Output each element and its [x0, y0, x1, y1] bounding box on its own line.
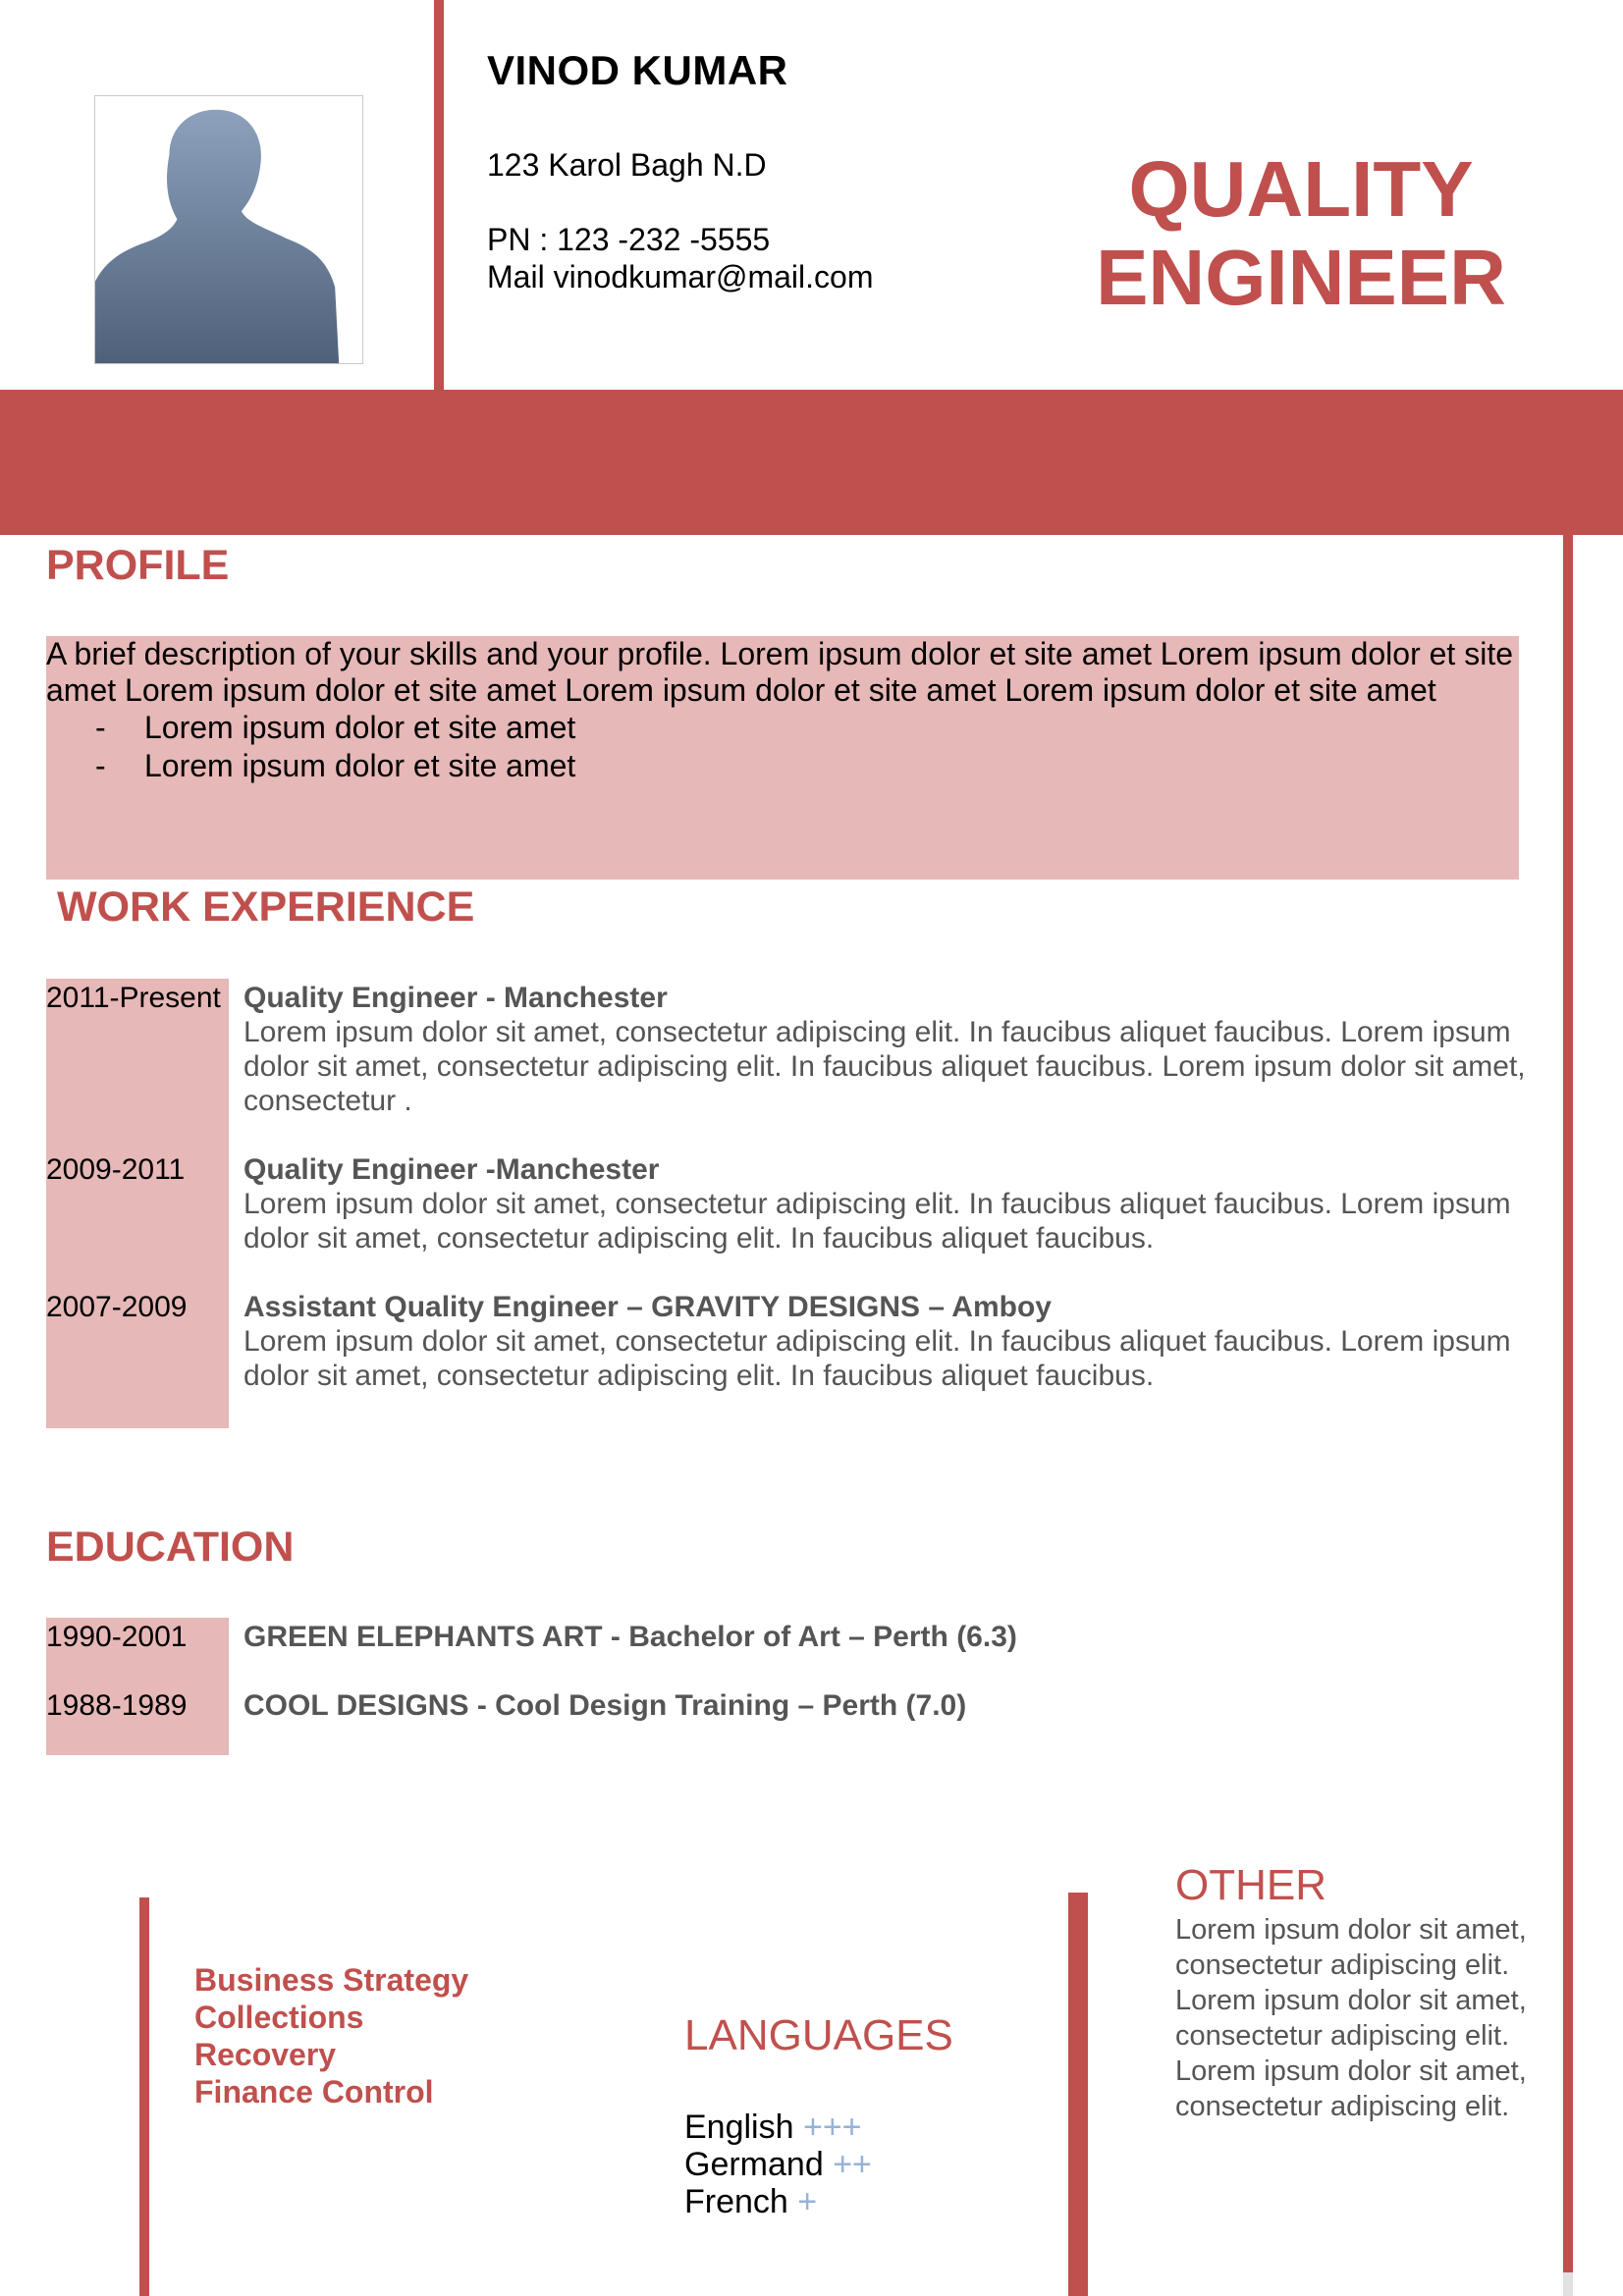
work-entry	[243, 1153, 1540, 1255]
address: 123 Karol Bagh N.D	[487, 147, 767, 183]
work-entry-title: Quality Engineer -Manchester	[243, 1153, 660, 1186]
work-entry-title: Quality Engineer - Manchester	[243, 982, 668, 1014]
work-date-column	[46, 979, 229, 1428]
phone: PN : 123 -232 -5555	[487, 222, 771, 257]
role-line-1: QUALITY	[1128, 145, 1474, 233]
other-line: consectetur adipiscing elit.	[1175, 2091, 1510, 2122]
work-date: 2011-Present	[46, 982, 221, 1014]
other-line: Lorem ipsum dolor sit amet,	[1175, 1985, 1527, 2016]
other-text	[1175, 1912, 1568, 2124]
skill-item: Recovery	[194, 2037, 337, 2072]
work-entry-title: Assistant Quality Engineer – GRAVITY DESIGNS – Amboy	[243, 1291, 1052, 1323]
profile-text: A brief description of your skills and your profile. Lorem ipsum dolor et site amet Lorem ipsum dolor et site amet Lorem ipsum dolor et site amet Lorem ipsum dolor et site amet Lorem ipsum dolor et site amet	[46, 636, 1513, 708]
skill-item: Collections	[194, 2000, 364, 2035]
skills-list	[194, 1961, 468, 2110]
language-name: English	[684, 2109, 794, 2146]
work-entry-description: Lorem ipsum dolor sit amet, consectetur adipiscing elit. In faucibus aliquet faucibus. Lorem ipsum dolor sit amet, consectetur adipiscing elit. In faucibus aliquet faucibus.	[243, 1188, 1511, 1255]
education-entry: GREEN ELEPHANTS ART - Bachelor of Art – Perth (6.3)	[243, 1621, 1017, 1653]
work-date: 2007-2009	[46, 1291, 188, 1323]
profile-bullet	[46, 747, 1519, 785]
right-border-line-shadow	[1563, 2272, 1573, 2296]
job-role-title	[1070, 145, 1532, 322]
language-name: French	[684, 2183, 788, 2220]
header-band	[0, 390, 1623, 535]
language-name: Germand	[684, 2146, 824, 2183]
work-entry	[243, 982, 1540, 1118]
education-date: 1990-2001	[46, 1621, 188, 1653]
footer-divider-right	[1068, 1893, 1088, 2296]
bullet-text: Lorem ipsum dolor et site amet	[144, 710, 576, 745]
other-line: consectetur adipiscing elit.	[1175, 1949, 1510, 1981]
person-silhouette-icon	[95, 96, 362, 363]
role-line-2: ENGINEER	[1096, 234, 1506, 321]
candidate-name: VINOD KUMAR	[487, 47, 788, 93]
profile-box	[46, 636, 1519, 880]
bullet-marker: -	[95, 748, 106, 783]
other-line: consectetur adipiscing elit.	[1175, 2020, 1510, 2052]
language-level: ++	[833, 2146, 872, 2183]
languages-heading: LANGUAGES	[684, 2011, 953, 2059]
language-level: +	[797, 2183, 818, 2220]
bullet-marker: -	[95, 710, 106, 745]
skill-item: Business Strategy	[194, 1962, 469, 1998]
languages-list	[684, 2109, 872, 2220]
language-item	[684, 2146, 872, 2183]
education-heading: EDUCATION	[46, 1523, 295, 1571]
work-entry-description: Lorem ipsum dolor sit amet, consectetur adipiscing elit. In faucibus aliquet faucibus. Lorem ipsum dolor sit amet, consectetur adipiscing elit. In faucibus aliquet faucibus. Lorem ipsum dolor sit amet, consectetur .	[243, 1016, 1526, 1117]
work-entry-description: Lorem ipsum dolor sit amet, consectetur adipiscing elit. In faucibus aliquet faucibus. Lorem ipsum dolor sit amet, consectetur adipiscing elit. In faucibus aliquet faucibus.	[243, 1325, 1511, 1392]
work-experience-heading: WORK EXPERIENCE	[57, 883, 475, 931]
bullet-text: Lorem ipsum dolor et site amet	[144, 748, 576, 783]
language-level: +++	[802, 2109, 862, 2146]
footer-divider-left	[139, 1897, 149, 2296]
work-date: 2009-2011	[46, 1153, 186, 1186]
profile-heading: PROFILE	[46, 542, 230, 589]
other-heading: OTHER	[1175, 1861, 1326, 1909]
profile-bullet	[46, 709, 1519, 747]
education-entry: COOL DESIGNS - Cool Design Training – Perth (7.0)	[243, 1689, 967, 1722]
other-line: Lorem ipsum dolor sit amet,	[1175, 1914, 1527, 1946]
education-date: 1988-1989	[46, 1689, 188, 1722]
other-line: Lorem ipsum dolor sit amet,	[1175, 2056, 1527, 2087]
header-divider-line	[434, 0, 444, 393]
language-item	[684, 2183, 872, 2220]
skill-item: Finance Control	[194, 2074, 434, 2109]
email: Mail vinodkumar@mail.com	[487, 259, 874, 294]
work-entry	[243, 1291, 1540, 1393]
language-item	[684, 2109, 872, 2146]
profile-photo	[94, 95, 363, 364]
